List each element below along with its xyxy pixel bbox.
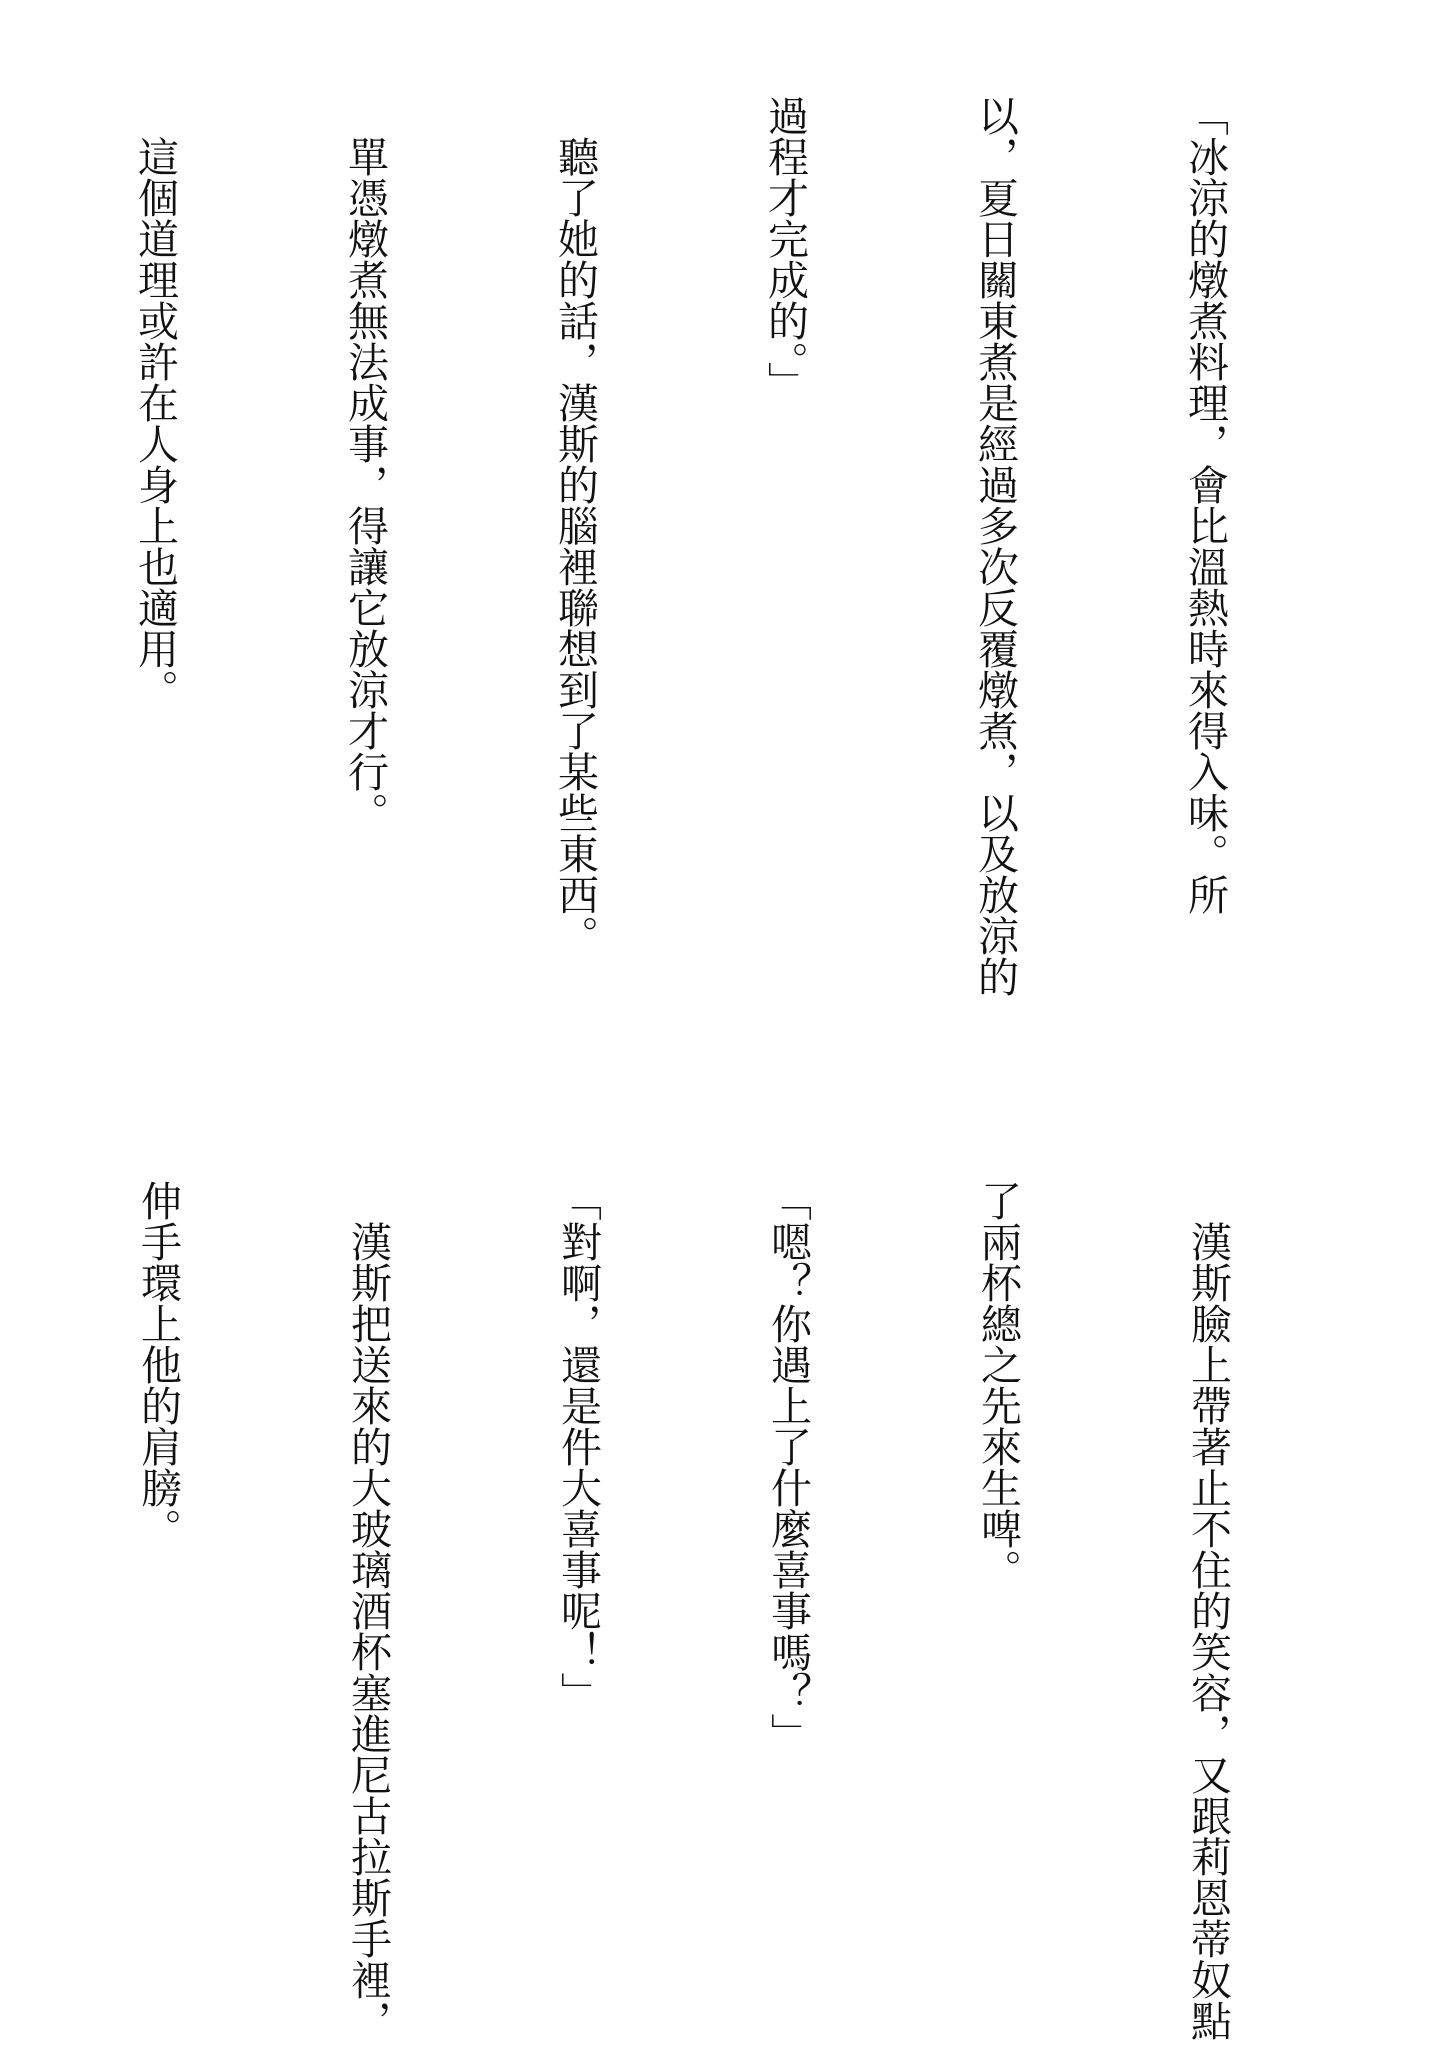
text-column: 以，夏日關東煮是經過多次反覆燉煮，以及放涼的 (971, 95, 1019, 997)
text-column: 單憑燉煮無法成事，得讓它放涼才行。 (341, 95, 389, 833)
text-column: 漢斯把送來的大玻璃酒杯塞進尼古拉斯手裡， (344, 1180, 392, 2041)
text-column: 「冰涼的燉煮料理，會比溫熱時來得入味。所 (1181, 95, 1229, 915)
text-column: 「對啊，還是件大喜事呢！」 (554, 1180, 602, 1713)
upper-text-block (0, 95, 1380, 997)
lower-text-block (0, 1180, 1383, 2041)
text-column: 過程才完成的。」 (761, 95, 809, 403)
text-column: 聽了她的話，漢斯的腦裡聯想到了某些東西。 (551, 95, 599, 956)
text-column: 這個道理或許在人身上也適用。 (131, 95, 179, 710)
text-column: 「嗯？你遇上了什麼喜事嗎？」 (764, 1180, 812, 1754)
text-column: 了兩杯總之先來生啤。 (974, 1180, 1022, 1590)
text-column: 伸手環上他的肩膀。 (134, 1180, 182, 1549)
text-column: 漢斯臉上帶著止不住的笑容，又跟莉恩蒂奴點 (1184, 1180, 1232, 2041)
